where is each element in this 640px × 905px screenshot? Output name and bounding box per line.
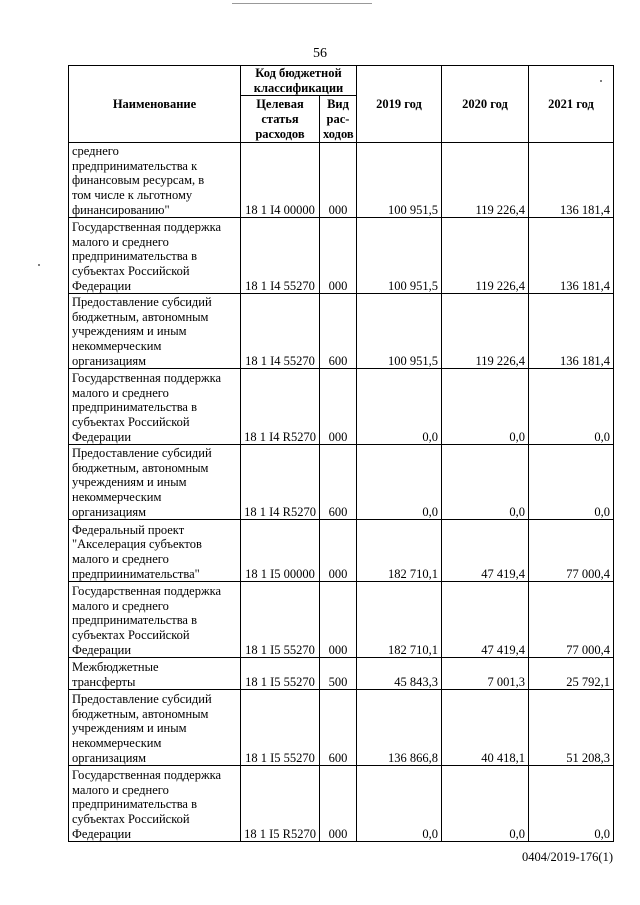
header-year-2021: 2021 год <box>529 66 614 143</box>
row-value-2021: 0,0 <box>529 445 614 520</box>
header-year-2020: 2020 год <box>442 66 529 143</box>
row-value-2021: 0,0 <box>529 766 614 842</box>
row-expense-type: 600 <box>320 445 357 520</box>
row-name: Государственная поддержка малого и среднего предпринимательства в субъектах Российской Федерации <box>69 582 241 658</box>
row-value-2019: 182 710,1 <box>357 582 442 658</box>
table-row <box>69 143 614 218</box>
header-budget-classification: Код бюджетной классификации <box>241 66 357 96</box>
table-row <box>69 582 614 658</box>
row-name: Предоставление субсидий бюджетным, автономным учреждениям и иным некоммерческим организациям <box>69 294 241 369</box>
row-expense-type: 000 <box>320 582 357 658</box>
row-target-article: 18 1 I4 55270 <box>241 218 320 294</box>
row-value-2020: 119 226,4 <box>442 218 529 294</box>
row-name: Федеральный проект "Акселерация субъектов малого и среднего предприинимательства" <box>69 520 241 582</box>
header-year-2019: 2019 год <box>357 66 442 143</box>
row-value-2020: 0,0 <box>442 369 529 445</box>
table-row <box>69 294 614 369</box>
table-row <box>69 690 614 766</box>
page-number: 56 <box>313 46 327 61</box>
table-row <box>69 445 614 520</box>
budget-table <box>68 65 614 842</box>
row-name: Государственная поддержка малого и среднего предпринимательства в субъектах Российской Федерации <box>69 369 241 445</box>
row-target-article: 18 1 I4 00000 <box>241 143 320 218</box>
row-expense-type: 500 <box>320 658 357 690</box>
row-name: Предоставление субсидий бюджетным, автономным учреждениям и иным некоммерческим организациям <box>69 445 241 520</box>
scan-speck <box>38 264 40 266</box>
row-value-2021: 77 000,4 <box>529 582 614 658</box>
row-value-2019: 45 843,3 <box>357 658 442 690</box>
row-expense-type: 600 <box>320 294 357 369</box>
row-value-2020: 7 001,3 <box>442 658 529 690</box>
row-value-2021: 25 792,1 <box>529 658 614 690</box>
row-expense-type: 000 <box>320 143 357 218</box>
table-row <box>69 369 614 445</box>
row-value-2020: 0,0 <box>442 766 529 842</box>
header-expense-type: Вид рас- ходов <box>320 96 357 143</box>
row-value-2020: 0,0 <box>442 445 529 520</box>
table-row <box>69 218 614 294</box>
row-expense-type: 000 <box>320 766 357 842</box>
row-expense-type: 000 <box>320 369 357 445</box>
row-value-2021: 136 181,4 <box>529 218 614 294</box>
row-target-article: 18 1 I5 00000 <box>241 520 320 582</box>
row-name: Предоставление субсидий бюджетным, автономным учреждениям и иным некоммерческим организациям <box>69 690 241 766</box>
row-value-2019: 0,0 <box>357 766 442 842</box>
top-rule <box>232 3 372 4</box>
row-value-2019: 0,0 <box>357 445 442 520</box>
row-value-2021: 51 208,3 <box>529 690 614 766</box>
row-value-2020: 47 419,4 <box>442 582 529 658</box>
row-expense-type: 000 <box>320 218 357 294</box>
row-name: Государственная поддержка малого и среднего предпринимательства в субъектах Российской Федерации <box>69 766 241 842</box>
row-value-2019: 0,0 <box>357 369 442 445</box>
row-target-article: 18 1 I4 R5270 <box>241 445 320 520</box>
row-target-article: 18 1 I4 R5270 <box>241 369 320 445</box>
row-value-2021: 77 000,4 <box>529 520 614 582</box>
row-value-2020: 47 419,4 <box>442 520 529 582</box>
row-value-2021: 136 181,4 <box>529 143 614 218</box>
row-target-article: 18 1 I5 R5270 <box>241 766 320 842</box>
scan-speck <box>600 80 602 82</box>
row-value-2019: 100 951,5 <box>357 294 442 369</box>
row-value-2021: 0,0 <box>529 369 614 445</box>
row-value-2020: 119 226,4 <box>442 294 529 369</box>
document-code: 0404/2019-176(1) <box>522 850 613 864</box>
row-value-2019: 100 951,5 <box>357 218 442 294</box>
table-row <box>69 766 614 842</box>
table-row <box>69 658 614 690</box>
row-expense-type: 600 <box>320 690 357 766</box>
row-name: Государственная поддержка малого и среднего предпринимательства в субъектах Российской Федерации <box>69 218 241 294</box>
row-target-article: 18 1 I4 55270 <box>241 294 320 369</box>
row-value-2019: 136 866,8 <box>357 690 442 766</box>
row-name: Межбюджетные трансферты <box>69 658 241 690</box>
row-value-2020: 40 418,1 <box>442 690 529 766</box>
row-value-2019: 100 951,5 <box>357 143 442 218</box>
header-target-article: Целевая статья расходов <box>241 96 320 143</box>
row-name: среднего предпринимательства к финансовым ресурсам, в том числе к льготному финансированию" <box>69 143 241 218</box>
header-name: Наименование <box>69 66 241 143</box>
row-value-2021: 136 181,4 <box>529 294 614 369</box>
row-target-article: 18 1 I5 55270 <box>241 690 320 766</box>
table-row <box>69 520 614 582</box>
row-value-2019: 182 710,1 <box>357 520 442 582</box>
row-value-2020: 119 226,4 <box>442 143 529 218</box>
row-target-article: 18 1 I5 55270 <box>241 658 320 690</box>
row-target-article: 18 1 I5 55270 <box>241 582 320 658</box>
row-expense-type: 000 <box>320 520 357 582</box>
